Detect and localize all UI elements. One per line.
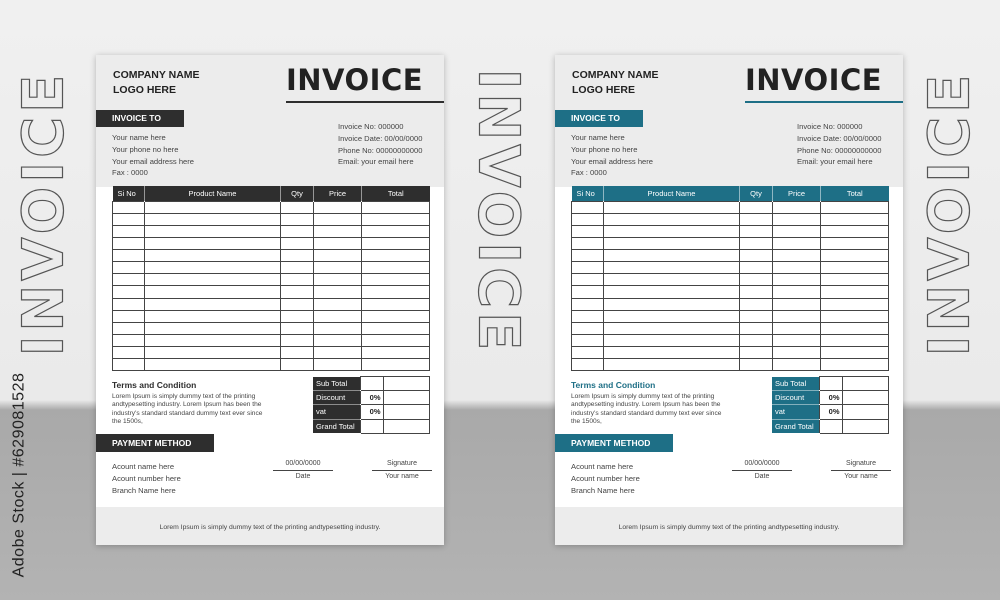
subtotal-value — [842, 377, 888, 391]
col-si-no: Si No — [572, 186, 604, 201]
items-header-row — [113, 186, 430, 201]
table-cell — [740, 335, 773, 347]
table-cell — [821, 359, 889, 371]
table-cell — [740, 310, 773, 322]
table-cell — [773, 213, 821, 225]
items-table — [112, 186, 430, 371]
table-cell — [362, 359, 430, 371]
table-cell — [145, 322, 281, 334]
table-cell — [572, 347, 604, 359]
table-cell — [113, 274, 145, 286]
invoice-date: Invoice Date: 00/00/0000 — [338, 133, 423, 143]
signature-block — [372, 459, 432, 481]
table-cell — [113, 335, 145, 347]
branch-name: Branch Name here — [112, 486, 176, 495]
table-cell — [604, 322, 740, 334]
grand-total-label: Grand Total — [772, 419, 819, 433]
table-row — [572, 322, 889, 334]
table-cell — [572, 250, 604, 262]
table-cell — [740, 298, 773, 310]
discount-label: Discount — [313, 391, 360, 405]
vat-row — [313, 405, 429, 419]
table-cell — [773, 250, 821, 262]
date-label: Date — [754, 473, 770, 480]
table-cell — [740, 201, 773, 213]
payment-method-label: PAYMENT METHOD — [96, 434, 214, 452]
col-product-name: Product Name — [145, 186, 281, 201]
discount-label: Discount — [772, 391, 819, 405]
your-name-label: Your name — [844, 473, 878, 480]
customer-details — [571, 132, 653, 179]
table-cell — [821, 250, 889, 262]
customer-name: Your name here — [112, 133, 166, 142]
table-row — [113, 250, 430, 262]
table-cell — [314, 250, 362, 262]
table-cell — [113, 201, 145, 213]
table-cell — [572, 359, 604, 371]
table-cell — [740, 286, 773, 298]
outline-word-middle — [465, 68, 531, 354]
outline-word-text: INVOICE — [917, 70, 983, 356]
date-block — [732, 459, 792, 481]
table-row — [113, 310, 430, 322]
table-cell — [362, 237, 430, 249]
date-block — [273, 459, 333, 481]
table-cell — [773, 359, 821, 371]
col-product-name: Product Name — [604, 186, 740, 201]
table-row — [572, 335, 889, 347]
table-cell — [281, 322, 314, 334]
customer-fax: Fax : 0000 — [571, 168, 607, 178]
table-cell — [604, 347, 740, 359]
table-cell — [821, 262, 889, 274]
table-cell — [314, 310, 362, 322]
table-cell — [145, 347, 281, 359]
table-row — [572, 274, 889, 286]
table-cell — [604, 335, 740, 347]
table-cell — [773, 237, 821, 249]
table-cell — [572, 310, 604, 322]
table-cell — [773, 286, 821, 298]
company-name: COMPANY NAME — [572, 69, 659, 81]
table-cell — [314, 286, 362, 298]
table-cell — [281, 274, 314, 286]
table-cell — [572, 298, 604, 310]
table-cell — [773, 298, 821, 310]
account-name: Acount name here — [571, 462, 634, 471]
table-cell — [314, 335, 362, 347]
table-row — [572, 262, 889, 274]
discount-pct: 0% — [819, 391, 842, 405]
col-total: Total — [821, 186, 889, 201]
footer-text: Lorem Ipsum is simply dummy text of the printing andtypesetting industry. — [618, 524, 840, 531]
outline-word-text: INVOICE — [465, 68, 531, 354]
table-cell — [821, 322, 889, 334]
customer-name: Your name here — [571, 133, 625, 142]
table-cell — [314, 359, 362, 371]
account-name: Acount name here — [112, 462, 175, 471]
customer-phone: Your phone no here — [112, 144, 179, 154]
table-cell — [362, 250, 430, 262]
table-cell — [145, 213, 281, 225]
subtotal-value — [383, 377, 429, 391]
table-cell — [281, 298, 314, 310]
terms-body: Lorem Ipsum is simply dummy text of the printing andtypesetting industry. Lorem Ipsum has been the industry's standard standard dummy text ever since the 1500s, — [571, 393, 722, 426]
table-cell — [113, 225, 145, 237]
table-cell — [821, 310, 889, 322]
vat-pct: 0% — [360, 405, 383, 419]
table-cell — [281, 347, 314, 359]
col-price: Price — [314, 186, 362, 201]
customer-details — [112, 132, 194, 179]
table-cell — [314, 298, 362, 310]
table-cell — [773, 262, 821, 274]
table-cell — [604, 274, 740, 286]
table-cell — [740, 274, 773, 286]
table-cell — [821, 274, 889, 286]
grand-total-value — [842, 419, 888, 433]
table-cell — [740, 322, 773, 334]
table-cell — [281, 201, 314, 213]
table-cell — [572, 213, 604, 225]
table-cell — [113, 322, 145, 334]
table-cell — [821, 237, 889, 249]
table-cell — [113, 250, 145, 262]
table-cell — [362, 310, 430, 322]
company-name: COMPANY NAME — [113, 69, 200, 81]
table-cell — [604, 237, 740, 249]
table-cell — [113, 359, 145, 371]
table-row — [572, 201, 889, 213]
grand-total-row — [313, 419, 429, 433]
table-cell — [314, 274, 362, 286]
table-row — [572, 213, 889, 225]
table-cell — [314, 225, 362, 237]
table-cell — [281, 213, 314, 225]
items-table — [571, 186, 889, 371]
table-cell — [281, 262, 314, 274]
table-row — [113, 201, 430, 213]
table-cell — [740, 359, 773, 371]
invoice-meta — [797, 121, 881, 168]
col-qty: Qty — [740, 186, 773, 201]
table-cell — [773, 347, 821, 359]
table-cell — [145, 310, 281, 322]
invoice-number: Invoice No: 000000 — [797, 122, 863, 131]
table-cell — [314, 262, 362, 274]
table-cell — [572, 286, 604, 298]
table-cell — [821, 286, 889, 298]
grand-total-pct — [360, 419, 383, 433]
vat-value — [383, 405, 429, 419]
table-cell — [145, 298, 281, 310]
customer-email: Your email address here — [571, 156, 654, 166]
table-cell — [362, 213, 430, 225]
table-row — [572, 237, 889, 249]
table-cell — [604, 201, 740, 213]
table-cell — [604, 225, 740, 237]
table-cell — [145, 237, 281, 249]
signature-label: Signature — [387, 460, 417, 467]
vat-pct: 0% — [819, 405, 842, 419]
grand-total-pct — [819, 419, 842, 433]
company-block — [572, 68, 712, 98]
table-row — [113, 359, 430, 371]
terms-body: Lorem Ipsum is simply dummy text of the printing andtypesetting industry. Lorem Ipsum has been the industry's standard standard dummy text ever since the 1500s, — [112, 393, 263, 426]
table-cell — [145, 335, 281, 347]
table-cell — [145, 274, 281, 286]
table-cell — [604, 286, 740, 298]
table-row — [113, 298, 430, 310]
table-cell — [113, 237, 145, 249]
invoice-title: INVOICE — [745, 63, 883, 97]
table-cell — [314, 213, 362, 225]
date-line — [273, 470, 333, 471]
table-cell — [773, 201, 821, 213]
table-cell — [113, 286, 145, 298]
your-name-label: Your name — [385, 473, 419, 480]
col-qty: Qty — [281, 186, 314, 201]
table-cell — [362, 322, 430, 334]
table-cell — [362, 201, 430, 213]
table-cell — [314, 322, 362, 334]
discount-row — [313, 391, 429, 405]
customer-phone: Your phone no here — [571, 144, 638, 154]
table-cell — [604, 262, 740, 274]
table-cell — [113, 310, 145, 322]
date-value: 00/00/0000 — [285, 460, 321, 467]
signature-block — [831, 459, 891, 481]
table-cell — [740, 262, 773, 274]
email-address: Email: your email here — [338, 157, 414, 167]
table-cell — [572, 225, 604, 237]
col-price: Price — [773, 186, 821, 201]
date-label: Date — [295, 473, 311, 480]
table-cell — [821, 225, 889, 237]
table-cell — [281, 225, 314, 237]
signature-label: Signature — [846, 460, 876, 467]
invoice-to-label: INVOICE TO — [555, 110, 643, 127]
email-address: Email: your email here — [797, 157, 873, 167]
stock-watermark — [4, 356, 34, 594]
table-cell — [740, 225, 773, 237]
table-cell — [145, 201, 281, 213]
payment-method-label: PAYMENT METHOD — [555, 434, 673, 452]
subtotal-pct — [360, 377, 383, 391]
discount-pct: 0% — [360, 391, 383, 405]
invoice-date: Invoice Date: 00/00/0000 — [797, 133, 882, 143]
table-cell — [362, 274, 430, 286]
table-cell — [145, 286, 281, 298]
table-row — [113, 286, 430, 298]
table-cell — [145, 262, 281, 274]
company-block — [113, 68, 253, 98]
outline-word-left — [11, 70, 77, 356]
vat-label: vat — [772, 405, 819, 419]
table-cell — [773, 274, 821, 286]
table-cell — [821, 201, 889, 213]
invoice-meta — [338, 121, 422, 168]
footer-text: Lorem Ipsum is simply dummy text of the printing andtypesetting industry. — [159, 524, 381, 531]
table-cell — [740, 213, 773, 225]
subtotal-pct — [819, 377, 842, 391]
subtotal-label: Sub Total — [772, 377, 819, 391]
title-underline — [286, 101, 444, 103]
discount-value — [842, 391, 888, 405]
table-row — [113, 213, 430, 225]
subtotal-label: Sub Total — [313, 377, 360, 391]
table-cell — [145, 359, 281, 371]
terms-title: Terms and Condition — [571, 380, 656, 390]
invoice-page-teal — [555, 55, 903, 545]
table-row — [113, 322, 430, 334]
grand-total-row — [772, 419, 888, 433]
table-cell — [113, 347, 145, 359]
table-cell — [281, 359, 314, 371]
table-cell — [773, 225, 821, 237]
vat-label: vat — [313, 405, 360, 419]
table-cell — [572, 201, 604, 213]
table-cell — [604, 213, 740, 225]
table-cell — [145, 250, 281, 262]
table-row — [572, 225, 889, 237]
table-cell — [113, 213, 145, 225]
customer-fax: Fax : 0000 — [112, 168, 148, 178]
table-row — [572, 310, 889, 322]
subtotal-row — [772, 377, 888, 391]
table-cell — [821, 298, 889, 310]
table-cell — [821, 347, 889, 359]
invoice-page-dark — [96, 55, 444, 545]
grand-total-value — [383, 419, 429, 433]
table-cell — [314, 347, 362, 359]
table-cell — [362, 262, 430, 274]
table-cell — [740, 237, 773, 249]
table-cell — [572, 274, 604, 286]
grand-total-label: Grand Total — [313, 419, 360, 433]
discount-value — [383, 391, 429, 405]
invoice-number: Invoice No: 000000 — [338, 122, 404, 131]
table-cell — [740, 250, 773, 262]
signature-line — [372, 470, 432, 471]
table-cell — [362, 225, 430, 237]
table-row — [113, 274, 430, 286]
table-cell — [773, 310, 821, 322]
invoice-to-label: INVOICE TO — [96, 110, 184, 127]
signature-line — [831, 470, 891, 471]
vat-row — [772, 405, 888, 419]
table-cell — [740, 347, 773, 359]
logo-placeholder: LOGO HERE — [113, 84, 177, 96]
phone-number: Phone No: 00000000000 — [797, 145, 882, 155]
table-row — [572, 298, 889, 310]
table-row — [572, 347, 889, 359]
table-cell — [314, 237, 362, 249]
outline-word-right — [917, 70, 983, 356]
subtotal-row — [313, 377, 429, 391]
date-line — [732, 470, 792, 471]
items-header-row — [572, 186, 889, 201]
table-cell — [281, 250, 314, 262]
vat-value — [842, 405, 888, 419]
table-row — [113, 225, 430, 237]
logo-placeholder: LOGO HERE — [572, 84, 636, 96]
table-cell — [362, 347, 430, 359]
totals-table — [313, 376, 430, 434]
table-cell — [604, 298, 740, 310]
table-row — [572, 286, 889, 298]
table-cell — [821, 335, 889, 347]
branch-name: Branch Name here — [571, 486, 635, 495]
date-value: 00/00/0000 — [744, 460, 780, 467]
table-row — [113, 347, 430, 359]
outline-word-text: INVOICE — [11, 70, 77, 356]
table-cell — [773, 322, 821, 334]
table-cell — [314, 201, 362, 213]
account-details — [112, 461, 181, 497]
discount-row — [772, 391, 888, 405]
table-cell — [604, 359, 740, 371]
table-row — [572, 250, 889, 262]
table-cell — [281, 310, 314, 322]
table-row — [113, 237, 430, 249]
table-row — [572, 359, 889, 371]
col-si-no: Si No — [113, 186, 145, 201]
table-cell — [572, 237, 604, 249]
table-cell — [604, 250, 740, 262]
table-cell — [281, 237, 314, 249]
terms-title: Terms and Condition — [112, 380, 197, 390]
table-cell — [362, 335, 430, 347]
table-cell — [572, 322, 604, 334]
table-cell — [281, 335, 314, 347]
customer-email: Your email address here — [112, 156, 195, 166]
col-total: Total — [362, 186, 430, 201]
stock-id-text: Adobe Stock | #629081528 — [10, 372, 28, 578]
table-cell — [362, 298, 430, 310]
table-cell — [572, 335, 604, 347]
title-underline — [745, 101, 903, 103]
table-cell — [604, 310, 740, 322]
table-row — [113, 335, 430, 347]
phone-number: Phone No: 00000000000 — [338, 145, 423, 155]
account-number: Acount number here — [571, 474, 640, 483]
table-row — [113, 262, 430, 274]
table-cell — [773, 335, 821, 347]
account-details — [571, 461, 640, 497]
table-cell — [821, 213, 889, 225]
table-cell — [572, 262, 604, 274]
table-cell — [113, 262, 145, 274]
totals-table — [772, 376, 889, 434]
invoice-title: INVOICE — [286, 63, 424, 97]
table-cell — [281, 286, 314, 298]
table-cell — [113, 298, 145, 310]
account-number: Acount number here — [112, 474, 181, 483]
table-cell — [145, 225, 281, 237]
table-cell — [362, 286, 430, 298]
